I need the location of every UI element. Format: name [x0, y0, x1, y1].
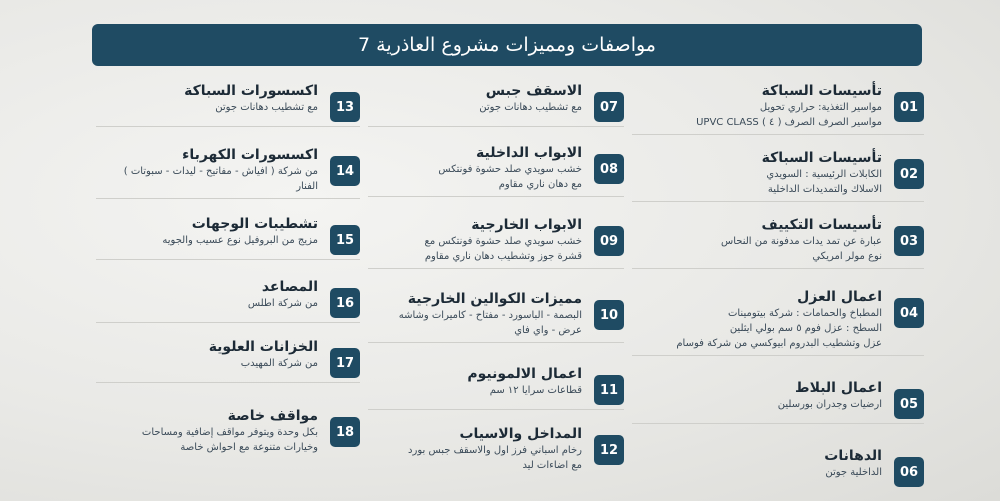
spec-detail-line: من شركة المهيدب — [240, 358, 318, 369]
spec-item-11 — [368, 365, 624, 405]
spec-item-03 — [632, 216, 924, 264]
spec-text — [632, 447, 882, 480]
spec-item-05 — [632, 379, 924, 419]
spec-number-badge: 13 — [330, 92, 360, 122]
spec-item-02 — [632, 149, 924, 197]
spec-text — [632, 216, 882, 264]
spec-number-badge: 10 — [594, 300, 624, 330]
spec-detail-line: السطح : عزل فوم ٥ سم بولي ايثلين — [729, 323, 882, 334]
spec-item-09 — [368, 216, 624, 264]
spec-item-10 — [368, 290, 624, 338]
spec-item-17 — [96, 338, 360, 378]
spec-text — [632, 82, 882, 130]
spec-text — [96, 146, 318, 194]
spec-detail-line: عزل وتشطيب البدروم ابيوكسي من شركة فوسام — [676, 338, 882, 349]
spec-title: اكسسورات الكهرباء — [182, 147, 318, 163]
spec-item-01 — [632, 82, 924, 130]
spec-text — [368, 365, 582, 398]
spec-number-badge: 07 — [594, 92, 624, 122]
spec-number-badge: 15 — [330, 225, 360, 255]
spec-text — [632, 149, 882, 197]
spec-title: الابواب الخارجية — [471, 217, 582, 233]
spec-title: تأسيسات التكييف — [761, 217, 882, 233]
spec-item-04 — [632, 288, 924, 351]
spec-detail-line: عرض - واي فاي — [514, 325, 582, 336]
spec-title: الخزانات العلوية — [208, 339, 318, 355]
spec-detail-line: خشب سويدي صلد حشوة فونتكس — [438, 164, 582, 175]
spec-detail-line: رخام اسباني فرز اول والاسقف جبس بورد — [408, 445, 582, 456]
spec-title: تأسيسات السباكة — [761, 150, 882, 166]
spec-detail-line: الداخلية جوتن — [825, 467, 882, 478]
spec-number-badge: 03 — [894, 226, 924, 256]
spec-item-13 — [96, 82, 360, 122]
spec-item-12 — [368, 425, 624, 473]
spec-title: تشطيبات الوجهات — [191, 216, 318, 232]
spec-text — [368, 425, 582, 473]
spec-number-badge: 06 — [894, 457, 924, 487]
spec-title: اكسسورات السباكة — [184, 83, 318, 99]
spec-detail-line: الكابلات الرئيسية : السويدي — [766, 169, 882, 180]
spec-detail-line: مزيج من البروفيل نوع عسيب والجويه — [162, 235, 318, 246]
spec-text — [368, 290, 582, 338]
spec-item-15 — [96, 215, 360, 255]
spec-item-07 — [368, 82, 624, 122]
spec-item-14 — [96, 146, 360, 194]
spec-detail-line: ارضيات وجدران بورسلين — [777, 399, 882, 410]
spec-detail-line: مواسير التغذية: حراري تحويل — [759, 102, 882, 113]
spec-text — [368, 144, 582, 192]
spec-title: تأسيسات السباكة — [761, 83, 882, 99]
spec-detail-line: البصمة - الباسورد - مفتاح - كاميرات وشاشه — [398, 310, 582, 321]
spec-number-badge: 12 — [594, 435, 624, 465]
spec-title: المصاعد — [261, 279, 318, 295]
spec-text — [96, 215, 318, 248]
spec-title: الاسقف جبس — [485, 83, 582, 99]
spec-number-badge: 08 — [594, 154, 624, 184]
spec-detail-line: الاسلاك والتمديدات الداخلية — [767, 184, 882, 195]
spec-detail-line: وخيارات متنوعة مع احواش خاصة — [180, 442, 318, 453]
spec-number-badge: 17 — [330, 348, 360, 378]
spec-text — [632, 288, 882, 351]
spec-number-badge: 18 — [330, 417, 360, 447]
spec-detail-line: نوع مولر امريكي — [812, 251, 882, 262]
page-title-banner — [92, 24, 922, 66]
spec-title: الابواب الداخلية — [476, 145, 582, 161]
spec-text — [96, 338, 318, 371]
spec-detail-line: المطباخ والحمامات : شركة بيتومينات — [727, 308, 882, 319]
spec-detail-line: مواسير الصرف الصرف ( ٤ ) UPVC CLASS — [696, 117, 882, 128]
spec-detail-line: مع تشطيب دهانات جوتن — [215, 102, 318, 113]
spec-detail-line: مع اضاءات ليد — [522, 460, 582, 471]
spec-text — [632, 379, 882, 412]
spec-number-badge: 02 — [894, 159, 924, 189]
spec-item-06 — [632, 447, 924, 487]
spec-number-badge: 01 — [894, 92, 924, 122]
spec-text — [96, 82, 318, 115]
spec-title: الدهانات — [824, 448, 882, 464]
spec-number-badge: 05 — [894, 389, 924, 419]
spec-title: اعمال العزل — [797, 289, 882, 305]
spec-detail-line: من شركة اطلس — [247, 298, 318, 309]
spec-detail-line: من شركة ( افياش - مفاتيح - ليدات - سبوتات ) — [123, 166, 318, 177]
spec-number-badge: 09 — [594, 226, 624, 256]
spec-title: اعمال الالمونيوم — [467, 366, 582, 382]
spec-detail-line: عبارة عن تمد يدات مدفونة من النحاس — [720, 236, 882, 247]
spec-detail-line: الفنار — [296, 181, 318, 192]
spec-detail-line: بكل وحدة ويتوفر مواقف إضافية ومساحات — [141, 427, 318, 438]
page-title: مواصفات ومميزات مشروع العاذرية 7 — [358, 34, 656, 56]
spec-number-badge: 16 — [330, 288, 360, 318]
spec-number-badge: 14 — [330, 156, 360, 186]
spec-text — [368, 82, 582, 115]
spec-number-badge: 04 — [894, 298, 924, 328]
spec-text — [368, 216, 582, 264]
spec-item-08 — [368, 144, 624, 192]
spec-detail-line: مع تشطيب دهانات جوتن — [479, 102, 582, 113]
spec-title: مواقف خاصة — [227, 408, 318, 424]
spec-title: اعمال البلاط — [795, 380, 882, 396]
spec-detail-line: خشب سويدي صلد حشوة فونتكس مع — [424, 236, 582, 247]
spec-detail-line: مع دهان ناري مقاوم — [498, 179, 582, 190]
spec-title: المداخل والاسياب — [459, 426, 582, 442]
spec-item-18 — [96, 407, 360, 455]
spec-detail-line: قشرة جوز وتشطيب دهان ناري مقاوم — [424, 251, 582, 262]
spec-text — [96, 407, 318, 455]
spec-detail-line: قطاعات سرايا ١٢ سم — [489, 385, 582, 396]
spec-title: مميزات الكوالين الخارجية — [407, 291, 582, 307]
spec-number-badge: 11 — [594, 375, 624, 405]
spec-text — [96, 278, 318, 311]
spec-item-16 — [96, 278, 360, 318]
